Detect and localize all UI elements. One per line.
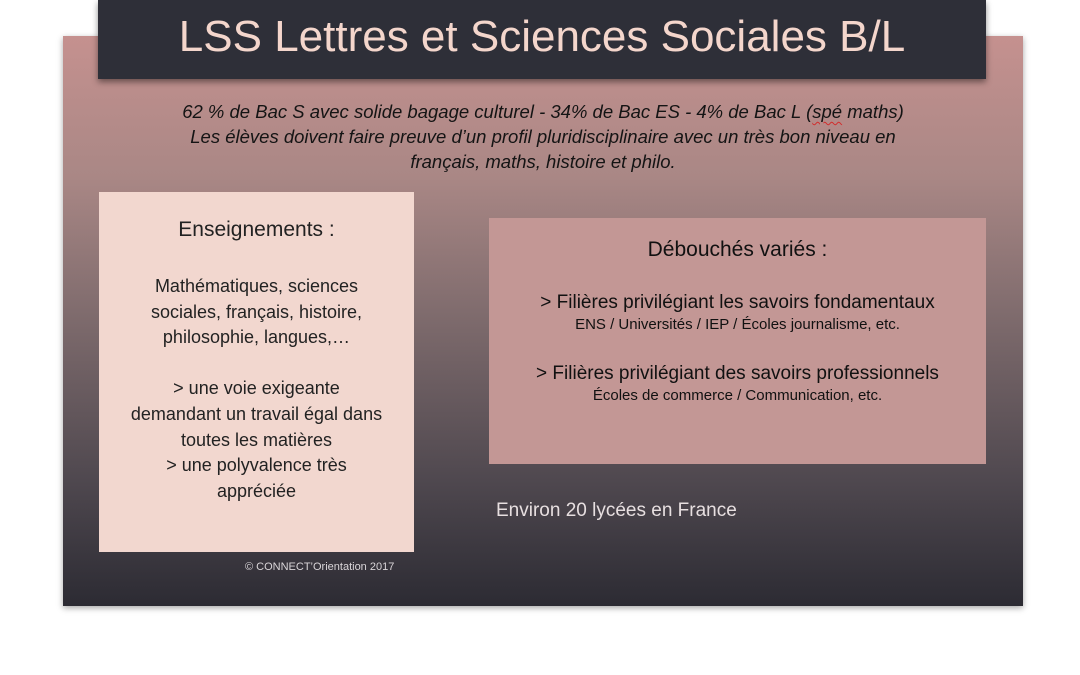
- enseignements-line: > une polyvalence très: [166, 455, 347, 476]
- enseignements-box: [99, 192, 414, 552]
- intro-line-3: français, maths, histoire et philo.: [410, 151, 676, 172]
- enseignements-line: toutes les matières: [180, 429, 333, 450]
- enseignements-heading: Enseignements :: [178, 218, 335, 241]
- copyright-notice: © CONNECT’Orientation 2017: [245, 561, 395, 573]
- track-detail: Écoles de commerce / Communication, etc.: [592, 387, 883, 404]
- track-title: > Filières privilégiant des savoirs professionnels: [536, 363, 939, 384]
- enseignements-line: appréciée: [216, 480, 297, 501]
- enseignements-line: demandant un travail égal dans: [130, 403, 383, 424]
- slide-title: LSS Lettres et Sciences Sociales B/L: [178, 11, 906, 61]
- lycees-count-note: Environ 20 lycées en France: [496, 500, 737, 521]
- track-detail: ENS / Universités / IEP / Écoles journalisme, etc.: [575, 316, 900, 333]
- debouches-box: [489, 218, 986, 464]
- track-title: > Filières privilégiant les savoirs fondamentaux: [540, 292, 935, 313]
- title-banner: [98, 0, 986, 79]
- enseignements-line: > une voie exigeante: [173, 378, 340, 399]
- debouche-track: [489, 362, 986, 406]
- enseignements-body: [99, 274, 414, 504]
- enseignements-line: philosophie, langues,…: [162, 327, 351, 348]
- intro-text: [103, 99, 983, 174]
- debouches-heading: Débouchés variés :: [647, 238, 828, 261]
- enseignements-line: Mathématiques, sciences: [154, 276, 359, 296]
- intro-line-1-start: 62 % de Bac S avec solide bagage culturel - 34% de Bac ES - 4% de Bac L (: [182, 101, 813, 122]
- paragraph-gap: [99, 351, 414, 377]
- spelling-flagged-word: spé: [812, 101, 843, 122]
- intro-line-1-end: maths): [842, 101, 904, 122]
- enseignements-line: sociales, français, histoire,: [150, 301, 363, 322]
- intro-line-1: [103, 99, 983, 124]
- intro-line-2: Les élèves doivent faire preuve d’un profil pluridisciplinaire avec un très bon niveau en: [190, 126, 896, 147]
- debouche-track: [489, 291, 986, 335]
